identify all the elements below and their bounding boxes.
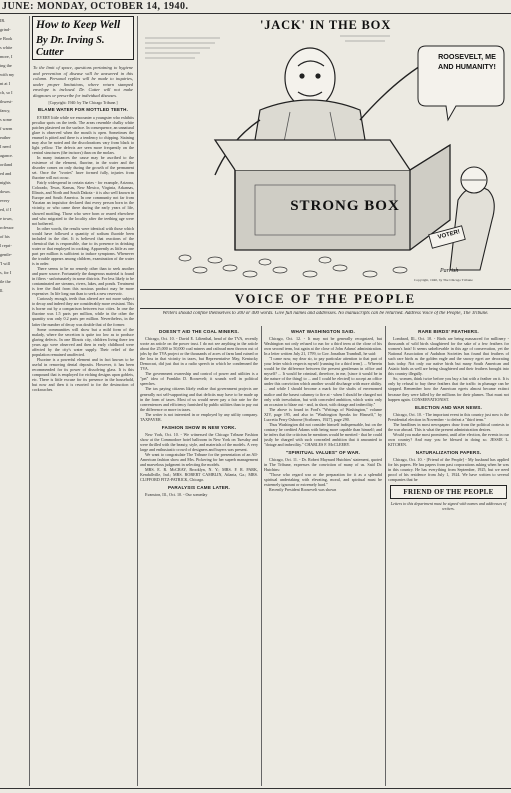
left-fragment-line: ed and [0,171,12,176]
letter-headline: DOESN'T AID THE COAL MINERS. [159,329,239,334]
letter-headline: ELECTION AND WAR NEWS. [414,404,482,410]
left-fragment-line: ed, if I [0,207,12,212]
left-fragment-line: rofessor [0,225,14,230]
cartoon-hatching [145,36,390,58]
left-fragment-line: grind- [0,27,11,32]
column-divider-health [137,16,138,786]
health-paragraph: Fairly widespread in certain states - for example, Arizona, Colorado, Texas, Kansas, New Mexico, Virginia, Arkansas, Illinois, and North and South Dakota - it is also well known in Europe and South America. In one community not far from Yucatan an inquisitor declared that every person born in the vicinity, or who came there during the early years of life, showed mottling. Those who were born or reared elsewhere and who migrated to the locality after the teething age were not bothered. [32,180,134,226]
voice-column-3-body [388,329,509,482]
left-fragment-line: with my [0,72,15,77]
left-fragment-line: eather [0,135,11,140]
left-fragment-line: of his [0,234,10,239]
left-fragment-line: tle the [0,279,11,284]
voice-banner: VOICE OF THE PEOPLE [234,292,417,306]
letter-paragraph: "Those who regard war or the preparation for it as a splendid spiritual undertaking with elevating, moral, and spiritual must be extremely ignorant or extremely hard." [264,472,382,488]
health-logo-author: By Dr. Irving S. Cutter [36,35,105,58]
health-paragraph: Curiously enough, teeth thus altered are not more subject to decay and indeed they are considerably more resistant. This is borne out by a comparison between two cities. In one the fluorine was 1.5 parts per million, while in the other the quantity was only 0.2 parts per million. Nevertheless, in the latter the number of decay was double that of the former. [32,296,134,327]
letter-headline: WHAT WASHINGTON SAID. [290,329,355,334]
balloon-text: ROOSEVELT, ME AND HUMANITY! [438,52,496,71]
cartoon-signature: Parrish [440,268,459,274]
left-fragment-line: down. [0,189,11,194]
letter-paragraph: Evanston, Ill., Oct. 10. - Our someday [145,492,208,498]
left-fragment-line: thwest- [0,99,13,104]
health-paragraph: Some communities will show but a mild form of the malady, where the secretion is quite too low as to produce glaring defects. In one Illinois city, children living there ten years ago were observed and then in early childhood were affected by the city's water supply. Their relief of the population remained unaffected. [32,326,134,357]
letter-paragraph: "I came now, my dear sir, to pay particular attention to that part of your letter which respects myself [running for a third term]. ... Wherein would be the difference between the present gentleman in office and myself? ... It would be criminal, therefore, in me, [since it would be in the nature of the thing] to ... and I could be elected] to accept an office under this conviction which another would discharge with more ability. ... and while I should become a mark for the shafts of envenomed malice and the basest calumny to fire at - when I should be charged not only with irresolution, but with concealed ambition, which waits only an occasion to blaze out - and, in short, with dotage and imbecility." [264,356,382,407]
left-fragment-line: fancy, [0,108,11,113]
left-fragment-line: ing the [0,63,12,68]
left-fragment-line: ch, so I [0,90,13,95]
left-fragment-line: f warm [0,126,13,131]
left-fragment-line: nt at I [0,81,11,86]
left-fragment-line: s some [0,117,12,122]
letter-paragraph: Lombard, Ill., Oct. 10. - Birds are being massacred for millinery - thousands of wild birds slaughtered for the sake of a few feathers for women's hats! It seems unbelievable in this age of conservation, yet the National Association of Audubon Societies has found that feathers of such rare birds as the golden eagle and the snowy egret are decorating hats today. Not only our native birds but many South American and Asiatic birds as well are being slaughtered and their feathers brought into this country illegally. [388,336,509,377]
voice-column-2 [264,326,382,786]
voter-tag-label: VOTER! [437,229,461,241]
health-paragraph: In other words, the results were identical with those which would have followed a quantity of sodium fluoride been included in the diet. It is believed that reactions of the chemical that is responsible, due to its presence in drinking water or that employed in cooking. Apparently as little as one part per million is sufficient to induce symptoms. Whenever the trouble appears among children, examination of the water is in order. [32,225,134,266]
health-body [32,115,134,393]
left-fragment-line: I need [0,144,11,149]
date-line: JUNE: MONDAY, OCTOBER 14, 1940. [2,1,189,12]
friend-box-title: FRIEND OF THE PEOPLE [403,488,494,497]
health-paragraph: EVERY little while we encounter a youngster who exhibits peculiar spots on the teeth. The areas resemble chalky white patches plastered on the surface. In consequence, an unnatural glare is observed when the mouth is open. Sometimes the enamel is pitted and there is a tendency to chipping. Staining may also be noted and the discolorations vary from black to light yellow. The defects are seen more frequently on the central structures (the incisors) than on the molars. [32,114,134,155]
left-fragment-line: ortland [0,162,13,167]
left-column [0,16,28,786]
masthead [0,0,511,12]
left-fragment-line: ll. [0,288,4,293]
cartoon-credit: Copyright, 1940, by The Chicago Tribune [414,278,473,282]
coins [179,255,407,277]
letter-paragraph: Chicago, Oct. 10. - The important event in this country just now is the Presidential election in November - to defeat a "third term." [388,411,509,422]
left-fragment-line: 'I will [0,261,10,266]
letter-paragraph: The headlines in most newspapers draw from the political contests to the war abroad. This is what the present administration desires. [388,421,509,432]
health-intro: To the limit of space, questions pertaining to hygiene and prevention of disease will be answered in this column. Personal replies will be made to inquiries, under proper limitations, where return stamped envelope is inclosed. Dr. Cutter will not make diagnoses or prescribe for individual diseases. [33,65,133,98]
friend-box [390,485,507,499]
health-column [32,16,134,786]
letter-paragraph: Chicago, Oct. 10. - [Friend of the People] - My husband has applied for his papers. He has papers from past corporations asking when he was in this country. He has everything from September, 1925, but we need proof of his residence from July 1, 1924. We have written to several companies that he [388,456,509,483]
letter-paragraph: Chicago, Oct. 10. - David E. Lilienthal, head of the TVA, recently wrote an article on the power trust. I do not see anything in the article about the 25,000 to 50,000 coal miners and railroad men thrown out of jobs by the TVA project or the thousands of acres of farm land ruined or the loss in that vicinity in taxes, but Representative May, Kentucky Democrat, did just that in a radio speech in which he condemned the TVA. [140,336,258,372]
health-paragraph: Fluorine is a powerful element and in fact known to be useful in removing dental deposits. However, it has been recommended for its power of dissolving glass. It is this compound that is employed for etching designs upon goblets, etc. There is little excuse for its presence in the household, but now and then it is resorted to for the destruction of cockroaches. [32,356,134,393]
left-fragment-line: e town, [0,216,13,221]
letter-paragraph: Chicago, Oct. 12. - It may not be generally recognized, but Washington not only refused to run for a third term at the close of his own second term, but again at the close of John Adams' administration. In a letter written July 21, 1799, to Gov. Jonathan Trumbull, he said: [264,336,382,357]
left-fragment-line: agance. [0,153,13,158]
left-fragment-line: nights [0,180,11,185]
letter-paragraph: The government ownership and control of power and utilities is a "pet" idea of Franklin D. Roosevelt; it sounds well in political speeches. [140,371,258,387]
masthead-rule [0,13,511,14]
letter-paragraph: We want to congratulate The Tribune for the presentation of an All-American fashion show and Mrs. Pickering for her superb management and marvelous judgment in selecting the models. [140,451,258,468]
letter-paragraph: MRS. E. R. McCRAY, Brooklyn, N. Y.; MRS. F. R. PARK, Kendallville, Ind.; MRS. ROBERT CAMBLIN, Atlanta, Ga.; MRS. CLIFFORD FITZ-PATRICK, Chicago. [140,467,258,483]
left-fragment-line: more, I [0,54,13,59]
voice-column-3 [388,326,509,786]
health-logo-title: How to Keep Well [36,19,121,31]
left-fragment-line: e Book [0,36,13,41]
friend-box-note: Letters to this department must be signed with names and addresses of writers. [390,501,507,512]
letter-headline: FASHION SHOW IN NEW YORK. [161,424,237,430]
cartoon-title: 'JACK' IN THE BOX [259,18,392,32]
letter-headline: NATURALIZATION PAPERS. [415,449,482,455]
voter-figure [450,167,494,270]
left-fragment-line: s, for I [0,270,12,275]
health-logo [32,16,134,60]
page-bottom-rule [0,788,511,789]
letter-paragraph: New York, Oct. 10. - We witnessed the Chicago Tribune Fashion show at the Commodore hotel ballroom in New York on Tuesday and were thrilled with the beauty, style, and materials of the models. A very large and enthusiastic crowd of designers and buyers was present. [140,431,258,452]
letter-paragraph: Would you make most prominent, until after election, the events in our own country? And may you be blessed in doing so. JESSIE L. KITCHEN. [388,431,509,447]
column-divider-left [29,16,30,786]
strong-box [215,140,450,250]
letter-paragraph: The writer is not interested in or employed by any utility company. TAXPAYER. [140,411,258,422]
voice-intro: Writers should confine themselves to 300 or 400 words. Give full names and addresses. No manuscripts can be returned. Address Voice of the People, The Tribune. [162,311,489,316]
health-copyright: [Copyright: 1940: by The Chicago Tribune.] [48,100,118,105]
letter-paragraph: Recently President Roosevelt was shown [269,487,337,493]
left-fragment-line: every [0,198,10,203]
strong-box-label: STRONG BOX [290,198,400,214]
letter-paragraph: The tax paying citizens likely realize that government projects are generally not self-supporting and that deficits may have to be made up in the form of taxes. Most of us would never pay a fair rate for the conveniences and efficiency furnished by public utilities than to pay out the difference or more in taxes. [140,386,258,412]
left-fragment-line: gentle- [0,252,12,257]
left-fragment-line: l repri- [0,243,12,248]
left-fragment-line: IR. [0,18,6,23]
letter-headline: "SPIRITUAL VALUES" OF WAR. [285,450,361,456]
health-paragraph: In many instances the cause may be ascribed to the existence of the element, fluorine, in the water and the disorder comes on only during the growth of the permanent set. Once the "ivories" have formed fully, injuries from fluorine will not occur. [32,154,134,181]
voice-top-rule [140,289,511,290]
health-paragraph: There seems to be no remedy other than to seek another and purer source. Fortunately the dangerous material is found in filters - unfortunately in some districts. For less likely to be contaminated are streams, rivers, lakes, and ponds. Treatment is free the fluid from this noxious product may be more expensive. In life long run than to seek a new reservoir. [32,266,134,297]
letter-paragraph: The above is found in Ford's "Writings of Washington," volume XIV, page 195, and also in "Washington Speaks for Himself," by Lucretia Perry Osborne [Scribners, 1927], page 290. [264,406,382,422]
voice-divider-1 [261,326,262,786]
letter-paragraph: Thus Washington did not consider himself indispensable, but on the contrary he credited Adams with being more capable than himself; and he infers that the criticism he mentions would be merited - that he could justly be charged with such concealed ambition that it amounted to "dotage and imbecility." CHARLES F. McCLEERY. [264,421,382,447]
letter-paragraph: Chicago, Oct. 11. - Dr. Robert Maynard Hutchins' statement, quoted in The Tribune, expresses the conviction of many of us. Said Dr. Hutchins: [264,457,382,473]
left-column-fragments [0,16,28,295]
letter-paragraph: So, women, think twice before you buy a hat with a feather on it. It is only by refusal to buy these feathers that the traffic in plumage can be stopped. Remember how the American egrets almost became extinct because they were killed by the millions for their plumes. That must not happen again. CONSERVATIONIST. [388,376,509,402]
voice-column-1 [140,326,258,786]
left-fragment-line: s white [0,45,13,50]
voice-banner-rule [140,308,511,309]
health-headline: BLAME WATER FOR MOTTLED TEETH. [37,106,129,112]
letter-headline: PARALYSIS CAME LATER. [167,485,231,491]
voice-divider-2 [385,326,386,786]
letter-headline: RARE BIRDS' FEATHERS. [418,329,479,334]
cartoon [140,16,511,286]
